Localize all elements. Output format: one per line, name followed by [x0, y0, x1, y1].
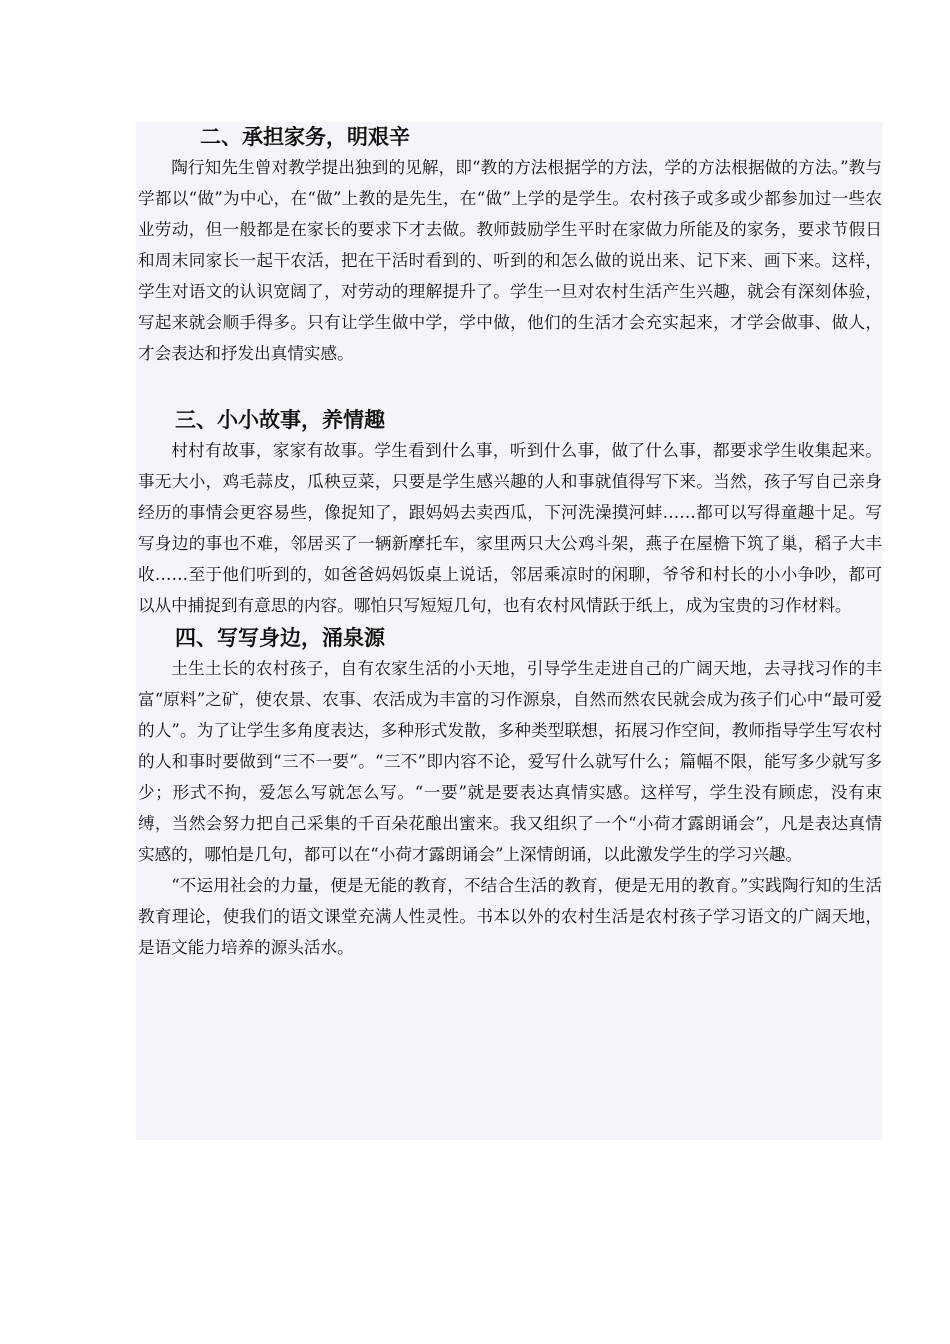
document-body: [138, 122, 882, 963]
section-spacer: [138, 369, 882, 405]
section-heading-surroundings: 四、写写身边，涌泉源: [175, 626, 385, 650]
paragraph-conclusion: “不运用社会的力量，便是无能的教育，不结合生活的教育，便是无用的教育。”实践陶行知的生活教育理论，使我们的语文课堂充满人性灵性。书本以外的农村生活是农村孩子学习语文的广阔天地，是语文能力培养的源头活水。: [138, 876, 882, 957]
paragraph-surroundings: 土生土长的农村孩子，自有农家生活的小天地，引导学生走进自己的广阔天地，去寻找习作的丰富“原料”之矿，使农景、农事、农活成为丰富的习作源泉，自然而然农民就会成为孩子们心中“最可爱的人”。为了让学生多角度表达，多种形式发散，多种类型联想，拓展习作空间，教师指导学生写农村的人和事时要做到“三不一要”。“三不”即内容不论，爱写什么就写什么；篇幅不限，能写多少就写多少；形式不拘，爱怎么写就怎么写。“一要”就是要表达真情实感。这样写，学生没有顾虑，没有束缚，当然会努力把自己采集的千百朵花酿出蜜来。我又组织了一个“小荷才露朗诵会”，凡是表达真情实感的，哪怕是几句，都可以在“小荷才露朗诵会”上深情朗诵，以此激发学生的学习兴趣。: [138, 659, 882, 864]
section-heading-housework: 二、承担家务，明艰辛: [200, 125, 410, 149]
paragraph-housework: 陶行知先生曾对教学提出独到的见解，即“教的方法根据学的方法，学的方法根据做的方法。”教与学都以“做”为中心，在“做”上教的是先生，在“做”上学的是学生。农村孩子或多或少都参加过一些农业劳动，但一般都是在家长的要求下才去做。教师鼓励学生平时在家做力所能及的家务，要求节假日和周末同家长一起干农活，把在干活时看到的、听到的和怎么做的说出来、记下来、画下来。这样，学生对语文的认识宽阔了，对劳动的理解提升了。学生一旦对农村生活产生兴趣，就会有深刻体验，写起来就会顺手得多。只有让学生做中学，学中做，他们的生活才会充实起来，才学会做事、做人，才会表达和抒发出真情实感。: [138, 158, 882, 363]
section-heading-stories: 三、小小故事，养情趣: [175, 408, 385, 432]
paragraph-stories: 村村有故事，家家有故事。学生看到什么事，听到什么事，做了什么事，都要求学生收集起来。事无大小，鸡毛蒜皮，瓜秧豆菜，只要是学生感兴趣的人和事就值得写下来。当然，孩子写自己亲身经历的事情会更容易些，像捉知了，跟妈妈去卖西瓜，下河洗澡摸河蚌……都可以写得童趣十足。写写身边的事也不难，邻居买了一辆新摩托车，家里两只大公鸡斗架，燕子在屋檐下筑了巢，稻子大丰收……至于他们听到的，如爸爸妈妈饭桌上说话，邻居乘凉时的闲聊，爷爷和村长的小小争吵，都可以从中捕捉到有意思的内容。哪怕只写短短几句，也有农村风情跃于纸上，成为宝贵的习作材料。: [138, 441, 882, 615]
